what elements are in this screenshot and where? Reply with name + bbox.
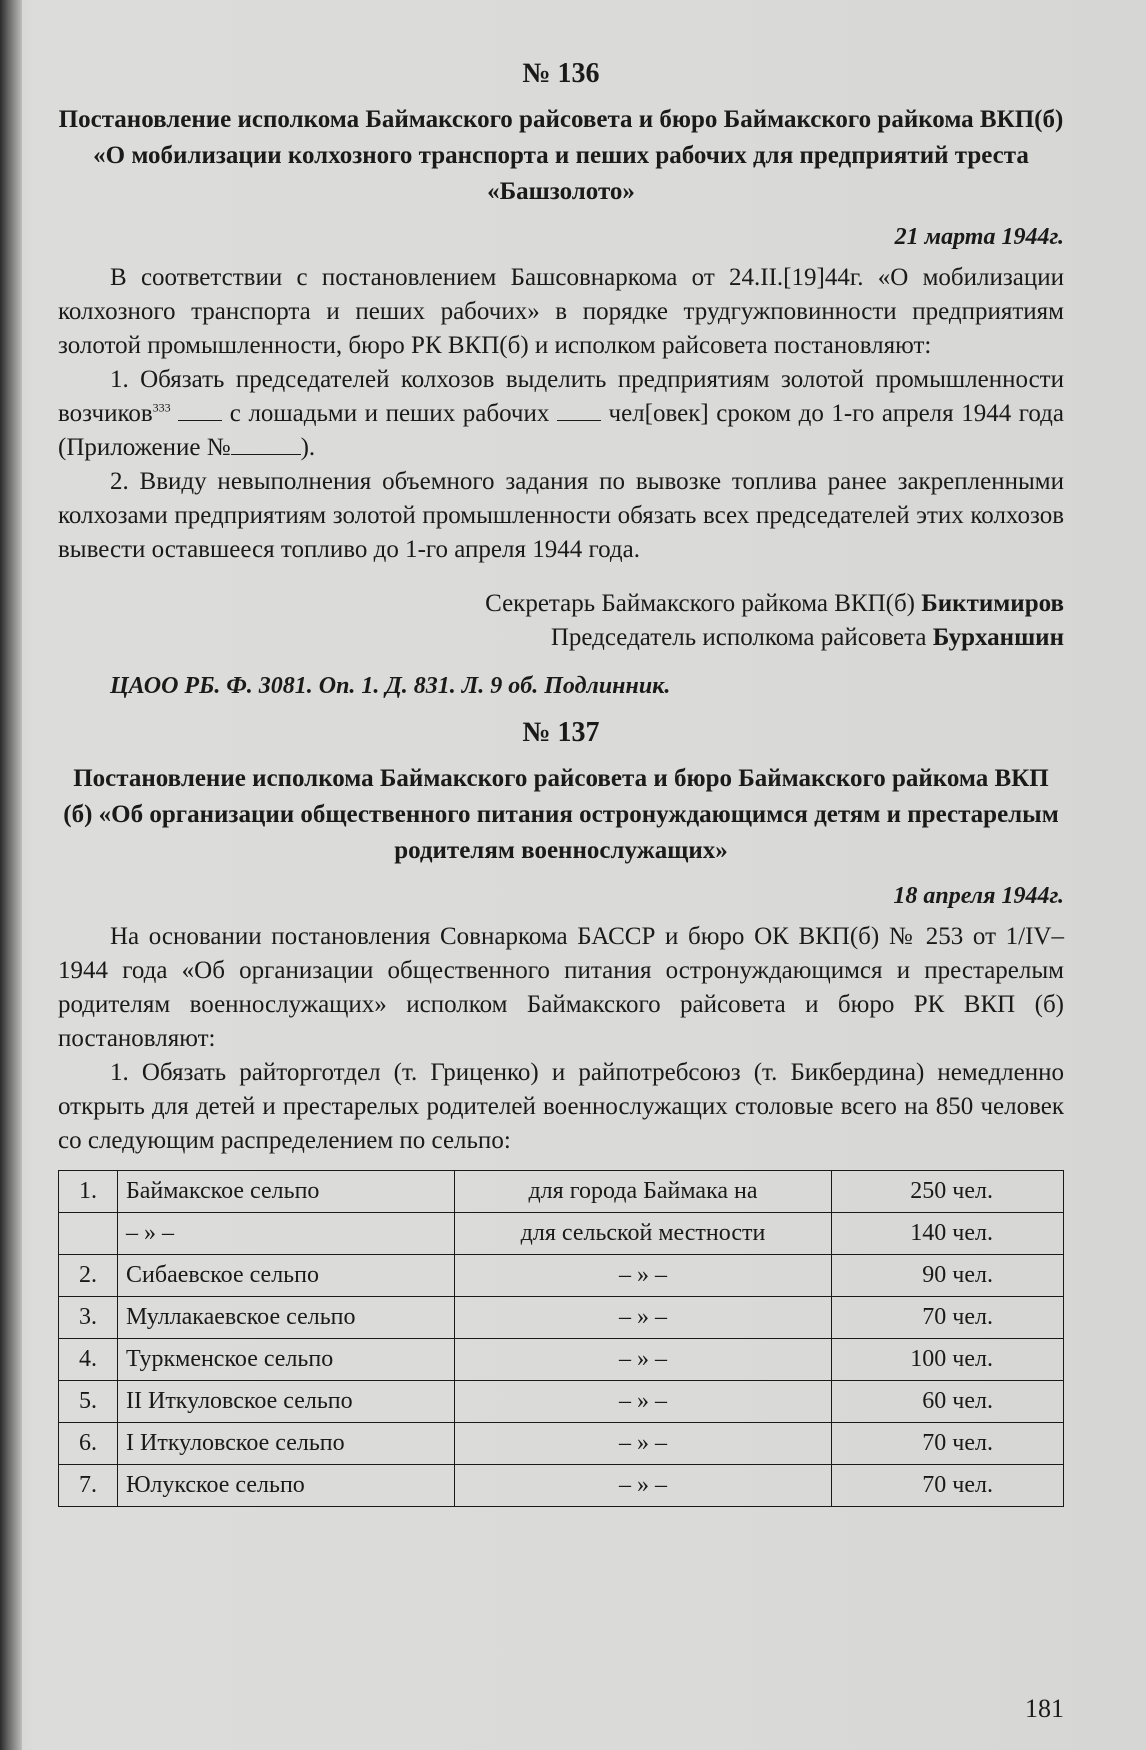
table-row: [59, 1339, 1064, 1381]
row-number: 3.: [59, 1297, 118, 1339]
coop-name: Сибаевское сельпо: [118, 1255, 455, 1297]
people-count: 70 чел.: [832, 1423, 1064, 1465]
row-number: 7.: [59, 1465, 118, 1507]
doc136-p2-text-c: чел[овек] сроком до 1-го апреля 1944 года (Приложение №: [58, 400, 1065, 461]
doc137-number: № 137: [522, 717, 600, 748]
location: – » –: [455, 1297, 832, 1339]
doc136-archive-source: ЦАОО РБ. Ф. 3081. Оп. 1. Д. 831. Л. 9 об. Подлинник.: [110, 673, 671, 699]
location: для города Баймака на: [455, 1171, 832, 1213]
row-number: 6.: [59, 1423, 118, 1465]
coop-name: Туркменское сельпо: [118, 1339, 455, 1381]
row-number: 2.: [59, 1255, 118, 1297]
sign1-name: Биктимиров: [921, 590, 1064, 617]
doc137-date: 18 апреля 1944г.: [893, 883, 1064, 909]
doc136-title: Постановление исполкома Баймакского райсовета и бюро Баймакского райкома ВКП(б) «О мобилизации колхозного транспорта и пеших рабочих для предприятий треста «Башзолото»: [58, 106, 1064, 205]
distribution-table: [58, 1170, 1064, 1507]
table-row: [59, 1423, 1064, 1465]
table-row: [59, 1381, 1064, 1423]
signature-chairman: [58, 621, 1064, 655]
coop-name: I Иткуловское сельпо: [118, 1423, 455, 1465]
table-row: [59, 1171, 1064, 1213]
row-number: 1.: [59, 1171, 118, 1213]
people-count: 70 чел.: [832, 1297, 1064, 1339]
location: для сельской местности: [455, 1213, 832, 1255]
sign1-role: Секретарь Баймакского райкома ВКП(б): [485, 590, 915, 617]
sign2-role: Председатель исполкома райсовета: [550, 624, 927, 651]
book-spine: [0, 0, 22, 1750]
table-row: [59, 1213, 1064, 1255]
coop-name: Муллакаевское сельпо: [118, 1297, 455, 1339]
page-number: 181: [1025, 1694, 1064, 1723]
doc136-paragraph-3: 2. Ввиду невыполнения объемного задания по вывозке топлива ранее закрепленными колхозами предприятиям золотой промышленности обязать всех председателей этих колхозов вывести оставшееся топливо до 1-го апреля 1944 года.: [58, 468, 1064, 563]
location: – » –: [455, 1339, 832, 1381]
people-count: 250 чел.: [832, 1171, 1064, 1213]
blank-field: [231, 434, 301, 455]
doc137-paragraph-1: На основании постановления Совнаркома БАССР и бюро ОК ВКП(б) № 253 от 1/IV–1944 года «Об организации общественного питания остронуждающимся и престарелым родителям военнослужащих» исполком Баймакского райсовета и бюро РК ВКП (б) постановляют:: [58, 923, 1064, 1052]
table-row: [59, 1255, 1064, 1297]
people-count: 100 чел.: [832, 1339, 1064, 1381]
coop-name: Юлукское сельпо: [118, 1465, 455, 1507]
blank-field: [557, 400, 601, 421]
blank-field: [178, 400, 222, 421]
doc137-paragraph-2: 1. Обязать райторготдел (т. Гриценко) и райпотребсоюз (т. Бикбердина) немедленно открыть для детей и престарелых родителей военнослужащих столовые всего на 850 человек со следующим распределением по сельпо:: [58, 1059, 1064, 1154]
doc136-date: 21 марта 1944г.: [894, 224, 1064, 250]
row-number: 4.: [59, 1339, 118, 1381]
doc136-p2-text-b: с лошадьми и пеших рабочих: [229, 400, 550, 427]
doc136-paragraph-2: [58, 363, 1064, 465]
table-row: [59, 1465, 1064, 1507]
people-count: 90 чел.: [832, 1255, 1064, 1297]
footnote-ref: 333: [152, 400, 171, 415]
location: – » –: [455, 1465, 832, 1507]
doc137-title: Постановление исполкома Баймакского райсовета и бюро Баймакского райкома ВКП (б) «Об организации общественного питания остронуждающимся детям и престарелым родителям военнослужащих»: [63, 765, 1059, 864]
coop-name: II Иткуловское сельпо: [118, 1381, 455, 1423]
sign2-name: Бурханшин: [932, 624, 1064, 651]
page-content: [58, 58, 1064, 1507]
coop-name: – » –: [118, 1213, 455, 1255]
people-count: 70 чел.: [832, 1465, 1064, 1507]
coop-name: Баймакское сельпо: [118, 1171, 455, 1213]
people-count: 140 чел.: [832, 1213, 1064, 1255]
location: – » –: [455, 1381, 832, 1423]
doc136-p2-text-d: ).: [300, 434, 316, 461]
location: – » –: [455, 1423, 832, 1465]
row-number: [59, 1213, 118, 1255]
signature-secretary: [58, 587, 1064, 621]
doc136-number: № 136: [522, 58, 600, 89]
location: – » –: [455, 1255, 832, 1297]
people-count: 60 чел.: [832, 1381, 1064, 1423]
doc136-p2-text-a: 1. Обязать председателей колхозов выделить предприятиям золотой промышленности возчиков: [58, 366, 1064, 427]
row-number: 5.: [59, 1381, 118, 1423]
table-row: [59, 1297, 1064, 1339]
doc136-paragraph-1: В соответствии с постановлением Башсовнаркома от 24.II.[19]44г. «О мобилизации колхозного транспорта и пеших рабочих» в порядке трудгужповинности предприятиям золотой промышленности, бюро РК ВКП(б) и исполком райсовета постановляют:: [58, 264, 1064, 359]
